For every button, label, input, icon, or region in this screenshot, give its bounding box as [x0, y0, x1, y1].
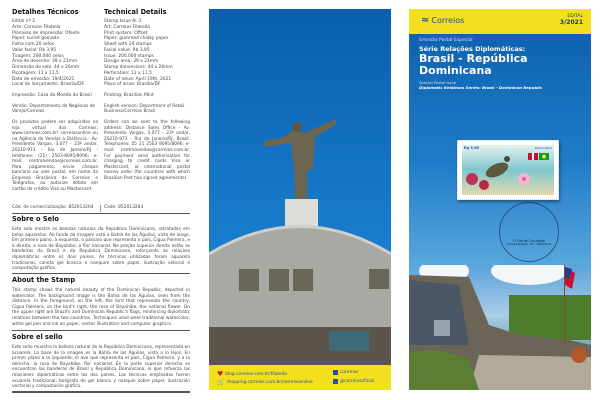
section-text: Este sello muestra la belleza natural de la República Dominicana, representada en acuarela. La base de la imagen es la Bahía de las Águilas, vista a lo lejos. En primer plano a la izquierda, el ave que representa el país, Cigua Palmera, y a la derecha, la rosa de Bayahibe, flor nacional. En la parte superior derecha se encuentran las banderas de Brasil y República Dominicana, lo que refuerza las relaciones diplomáticas entre los dos países. Las técnicas empleadas fueron acuarela tradicional, bolígrafo de gel blanco y nanquín sobre papel, ilustración vectorial y computación gráfica.	[12, 345, 190, 390]
christ-statue-photo	[209, 9, 391, 365]
tech-detail-line: Perforation: 11 x 11,5	[104, 70, 152, 76]
edital-number: 3/2021	[559, 19, 583, 26]
tech-detail-line: Place of issue: Brasília/DF	[104, 82, 161, 88]
section-text: Este selo mostra as belezas naturais da República Dominicana, retratadas em belas aquarelas. Ao fundo da imagem está a Bahía de las Águilas, vista de longe. Em primeiro plano, à esquerda, o pássaro que representa o país, Cigua Palmera, e à direita, a rosa de Bayahibe, a flor nacional. Na porção superior direita estão as bandeiras do Brasil e da República Dominicana, reforçando as relações diplomáticas entre os dois países. As técnicas utilizadas foram aquarela tradicional, caneta gel branca e nanquim sobre papel, ilustração vetorial e computação gráfica.	[12, 227, 190, 272]
brand: Correios	[431, 16, 465, 25]
section-title: Sobre el sello	[12, 333, 63, 341]
printing-pt: Impressão: Casa da Moeda do Brasil	[12, 93, 92, 98]
section-sobre-el-sello	[12, 333, 190, 390]
tech-detail-line: Papel: cuchê gomado	[12, 36, 60, 42]
tech-detail-line: Área de desenho: 39 x 21mm	[12, 59, 78, 65]
left-panel	[0, 0, 200, 400]
facebook-icon	[333, 370, 338, 375]
tech-detail-line: Paper: gummed chalky paper	[104, 36, 169, 42]
tech-detail-line: Edital nº 3	[12, 19, 35, 24]
instagram-handle: @correiosoficial	[340, 379, 375, 384]
tech-detail-line: Stamp Issue N. 3	[104, 19, 142, 24]
stamp-value: R$ 3,95	[464, 146, 479, 150]
stamp-bird-flower-art	[462, 145, 554, 195]
tech-detail-line: Folha com 20 selos	[12, 42, 55, 47]
correios-logo	[421, 15, 464, 26]
heart-icon: ♥	[217, 370, 224, 378]
tech-detail-line: Dimensão do selo: 44 x 26mm	[12, 65, 80, 70]
postmark-line-2: Correios Brasília - DF - 19/04/2021	[506, 243, 552, 246]
version-en: English version: Department of Retail Business/Correios Brasil	[104, 103, 185, 115]
orders-en: Orders can be sent to the following address: Distance Sales Office - Av. Presidente Vargas, 3.077 - 23º andar, 20210-973 - Rio de Janeiro/RJ, Brazil. Telephones: 55 21 2503 8095/8096; e-mail: centralvendas@correios.com.br. For payment send authorisation for charging to credit cards Visa or Mastercard, or international postal money order (for countries with which Brazilian Post has signed agreements).	[104, 119, 190, 181]
instagram-icon	[333, 379, 338, 384]
section-text: This stamp shows the natural beauty of the Dominican Republic, depicted in watercolor. The background image is the Bahía de las Águilas, seen from the distance. In the foreground, on the left, the bird that represents the country, Cigua Palmera, on the bird's right, the rose of Bayahibe, the national flower. On the upper right are Brazil's and Dominican Republic's flags, reinforcing diplomatic relations between the two countries. Techniques used were traditional watercolor, white gel pen and ink on paper, vector illustration and computer graphics.	[12, 288, 190, 327]
kicker: Emissão Postal Especial	[419, 38, 473, 43]
code-en: Code: 852013264	[104, 205, 144, 210]
tech-detail-line: Design area: 39 x 21mm	[104, 59, 159, 65]
tech-detail-line: Processo de impressão: Ofsete	[12, 30, 80, 36]
postmark	[499, 202, 559, 262]
shop-url: shopping.correios.com.br/correiosonline	[226, 380, 313, 385]
cover-title	[419, 53, 528, 77]
tech-en	[104, 8, 190, 181]
tech-en-title: Technical Details	[104, 8, 167, 16]
footer-bar	[209, 365, 391, 390]
correios-logo-icon: ≈	[421, 15, 430, 26]
facebook-handle: /correios	[340, 370, 359, 375]
code-pt: Cód. de comercialização: 852013264	[12, 205, 94, 210]
tech-detail-line: Issue: 200,000 stamps	[104, 53, 154, 59]
fortress-illustration	[409, 265, 591, 390]
tech-pt	[12, 8, 98, 193]
tech-detail-line: Picotagem: 11 x 11,5	[12, 70, 59, 76]
edital-label: EDITAL	[567, 14, 583, 19]
cart-icon: 🛒	[217, 379, 225, 386]
rule	[12, 391, 190, 393]
blog-link[interactable]	[217, 370, 287, 378]
tech-pt-title: Detalhes Técnicos	[12, 8, 79, 16]
section-title: About the Stamp	[12, 276, 76, 284]
tech-detail-line: Art: Correios Filatelia	[104, 24, 150, 30]
edital	[560, 14, 583, 26]
tech-detail-line: Arte: Correios Filatelia	[12, 24, 61, 30]
blog-url: blog.correios.com.br/filatelia	[225, 371, 287, 377]
instagram-link[interactable]	[333, 379, 374, 384]
rule	[12, 330, 190, 331]
version-pt: Versão: Departamento de Negócios de Varejo/Correios	[12, 103, 96, 115]
tech-detail-line: Print system: Offset	[104, 30, 148, 36]
rule	[12, 213, 190, 214]
series-en: Diplomatic Relations Series: Brazil - Dominican Republic	[419, 85, 543, 90]
tech-detail-line: Local de lançamento: Brasília/DF	[12, 82, 85, 88]
cover-body	[409, 34, 591, 265]
tech-detail-line: Valor facial: R$ 3,95	[12, 47, 57, 53]
cover-header	[409, 9, 591, 34]
tech-detail-line: Tiragem: 200.000 selos	[12, 53, 64, 59]
printing-en: Printing: Brazilian Mint	[104, 93, 154, 98]
series: Série Relações Diplomáticas:	[419, 45, 526, 53]
title-line-1: Brasil - República	[419, 52, 528, 65]
statue-dome-illustration	[209, 9, 391, 365]
tech-detail-line: Data de emissão: 19/4/2021	[12, 76, 75, 82]
rule	[12, 273, 190, 274]
tech-detail-line: Stamp dimensions: 44 x 26mm	[104, 65, 173, 70]
shop-link[interactable]	[217, 379, 313, 386]
postmark-line-1: 1º Dia de Circulação	[512, 239, 546, 243]
divider	[100, 205, 101, 212]
section-sobre-o-selo	[12, 215, 190, 272]
tech-detail-line: Sheet with 20 stamps	[104, 42, 152, 47]
fortress-photo	[409, 265, 591, 390]
stamp-country: Brasil 2021	[535, 146, 552, 150]
section-about-the-stamp	[12, 276, 190, 327]
stamp	[457, 140, 559, 200]
section-title: Sobre o Selo	[12, 215, 59, 223]
tech-detail-line: Date of issue: April 19th, 2021	[104, 76, 172, 82]
tech-detail-line: Facial value: R$ 3,95	[104, 47, 150, 53]
facebook-link[interactable]	[333, 370, 359, 375]
orders-pt: Os produtos podem ser adquiridos na loja virtual dos Correios: www.correios.com.br/ correiosonline ou na Agência de Vendas a Distância - Av. Presidente Vargas, 3.077 - 23º andar, 20210-973 - Rio de Janeiro/RJ - telefones: (21) 2503-8095/8096; e-mail: centralvendas@correios.com.br. Para pagamento, envie cheque bancário ou vale postal, em nome da Empresa Brasileira de Correios e Telégrafos, ou autorize débito em cartão de crédito Visa ou Mastercard.	[12, 119, 98, 193]
title-line-2: Dominicana	[419, 64, 492, 77]
kicker-en: Special Postal Issue	[419, 80, 457, 85]
